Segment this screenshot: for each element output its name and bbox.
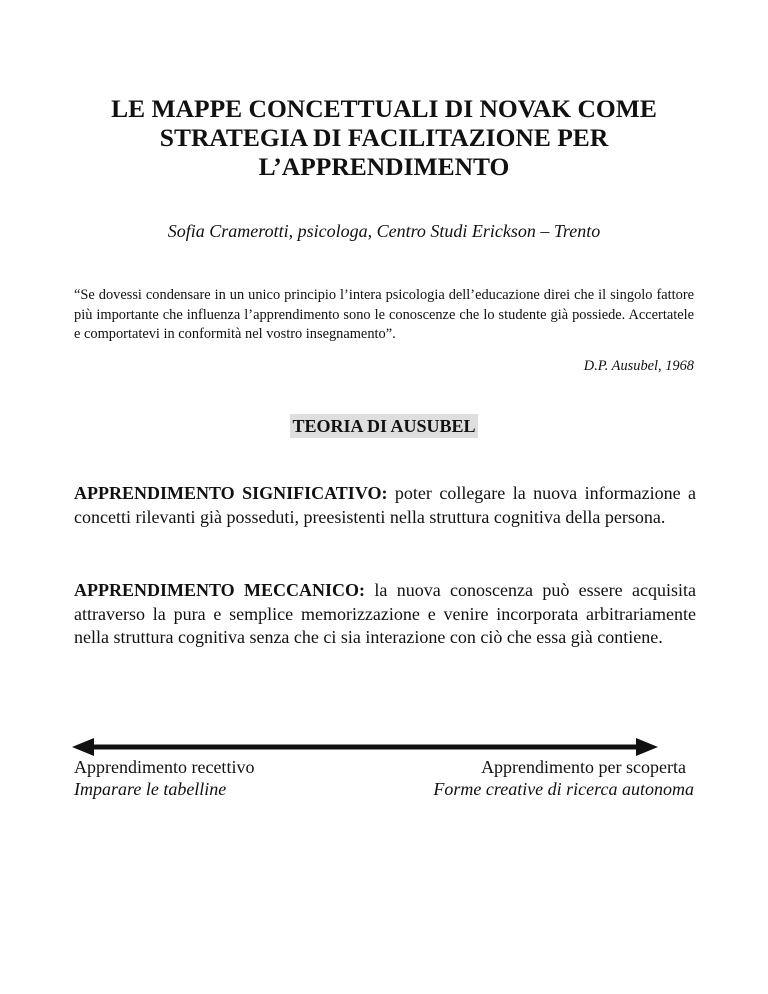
definition-text: poter collegare la nuova informazione a concetti rilevanti già posseduti, preesistenti nella struttura cognitiva della persona. <box>74 483 696 527</box>
document-title <box>0 94 768 181</box>
right-label: Apprendimento per scoperta <box>481 757 686 777</box>
author-line: Sofia Cramerotti, psicologa, Centro Studi Erickson – Trento <box>167 221 601 241</box>
continuum-left <box>74 756 254 800</box>
left-example: Imparare le tabelline <box>74 779 227 799</box>
title-line-2: STRATEGIA DI FACILITAZIONE PER <box>159 123 609 152</box>
quote-attribution: D.P. Ausubel, 1968 <box>583 358 694 374</box>
definition-text: la nuova conoscenza può essere acquisita attraverso la pura e semplice memorizzazione e venire incorporata arbitrariamente nella struttura cognitiva senza che ci sia interazione con ciò che essa già contiene. <box>74 580 696 647</box>
continuum-right <box>380 756 694 800</box>
title-line-1: LE MAPPE CONCETTUALI DI NOVAK COME <box>111 94 657 123</box>
right-example: Forme creative di ricerca autonoma <box>433 779 694 799</box>
section-heading-text: TEORIA DI AUSUBEL <box>292 416 476 436</box>
definition-meaningful-learning <box>74 482 696 529</box>
epigraph-quote: “Se dovessi condensare in un unico principio l’intera psicologia dell’educazione direi che il singolo fattore più importante che influenza l’apprendimento sono le conoscenze che lo studente già possiede. Accertatele e comportatevi in conformità nel vostro insegnamento”. <box>74 287 694 342</box>
definition-rote-learning <box>74 579 696 650</box>
definition-term: APPRENDIMENTO SIGNIFICATIVO: <box>74 483 388 503</box>
left-label: Apprendimento recettivo <box>74 757 255 777</box>
title-line-3: L’APPRENDIMENTO <box>258 152 510 181</box>
definition-term: APPRENDIMENTO MECCANICO: <box>74 580 366 600</box>
section-heading <box>0 414 768 438</box>
